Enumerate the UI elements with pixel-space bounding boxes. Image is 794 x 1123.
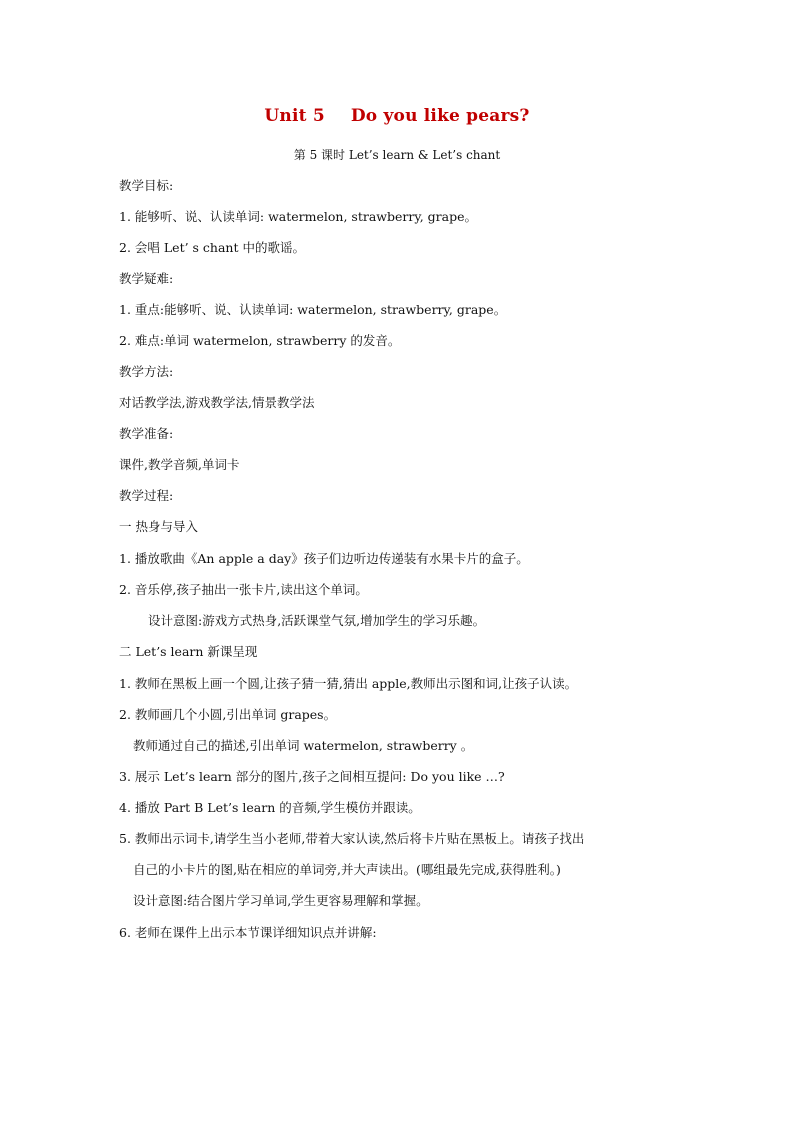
section-warmup: 一 热身与导入: [119, 519, 198, 534]
title-unit: Unit 5: [264, 106, 325, 126]
heading-preparation: 教学准备:: [119, 426, 174, 441]
warmup-step-1: 1. 播放歌曲《An apple a day》孩子们边听边传递装有水果卡片的盒子。: [119, 551, 529, 566]
heading-process: 教学过程:: [119, 488, 174, 503]
warmup-design-intent: 设计意图:游戏方式热身,活跃课堂气氛,增加学生的学习乐趣。: [148, 613, 486, 628]
lesson-step-5-continued: 自己的小卡片的图,贴在相应的单词旁,并大声读出。(哪组最先完成,获得胜利。): [133, 862, 561, 877]
warmup-step-2: 2. 音乐停,孩子抽出一张卡片,读出这个单词。: [119, 582, 368, 597]
preparation-text: 课件,教学音频,单词卡: [119, 457, 240, 472]
lesson-step-4: 4. 播放 Part B Let’s learn 的音频,学生模仿并跟读。: [119, 800, 421, 815]
section-new-lesson: 二 Let’s learn 新课呈现: [119, 644, 258, 659]
objective-2: 2. 会唱 Let’ s chant 中的歌谣。: [119, 240, 305, 255]
difficulty-key-point: 1. 重点:能够听、说、认读单词: watermelon, strawberry, grape。: [119, 302, 507, 317]
page-title: [0, 106, 794, 126]
methods-text: 对话教学法,游戏教学法,情景教学法: [119, 395, 315, 410]
lesson-step-2: 2. 教师画几个小圆,引出单词 grapes。: [119, 707, 337, 722]
lesson-step-3: 3. 展示 Let’s learn 部分的图片,孩子之间相互提问: Do you like …?: [119, 769, 505, 784]
difficulty-hard-point: 2. 难点:单词 watermelon, strawberry 的发音。: [119, 333, 401, 348]
objective-1: 1. 能够听、说、认读单词: watermelon, strawberry, grape。: [119, 209, 477, 224]
lesson-design-intent: 设计意图:结合图片学习单词,学生更容易理解和掌握。: [133, 893, 429, 908]
lesson-step-1: 1. 教师在黑板上画一个圆,让孩子猜一猜,猜出 apple,教师出示图和词,让孩子认读。: [119, 676, 578, 691]
lesson-step-6: 6. 老师在课件上出示本节课详细知识点并讲解:: [119, 925, 377, 940]
title-question: Do you like pears?: [350, 106, 530, 126]
lesson-step-5: 5. 教师出示词卡,请学生当小老师,带着大家认读,然后将卡片贴在黑板上。请孩子找出: [119, 831, 585, 846]
heading-objectives: 教学目标:: [119, 178, 174, 193]
heading-methods: 教学方法:: [119, 364, 174, 379]
heading-difficulties: 教学疑难:: [119, 271, 174, 286]
lesson-subtitle: 第 5 课时 Let’s learn & Let’s chant: [293, 148, 501, 162]
lesson-step-2-detail: 教师通过自己的描述,引出单词 watermelon, strawberry 。: [133, 738, 474, 753]
